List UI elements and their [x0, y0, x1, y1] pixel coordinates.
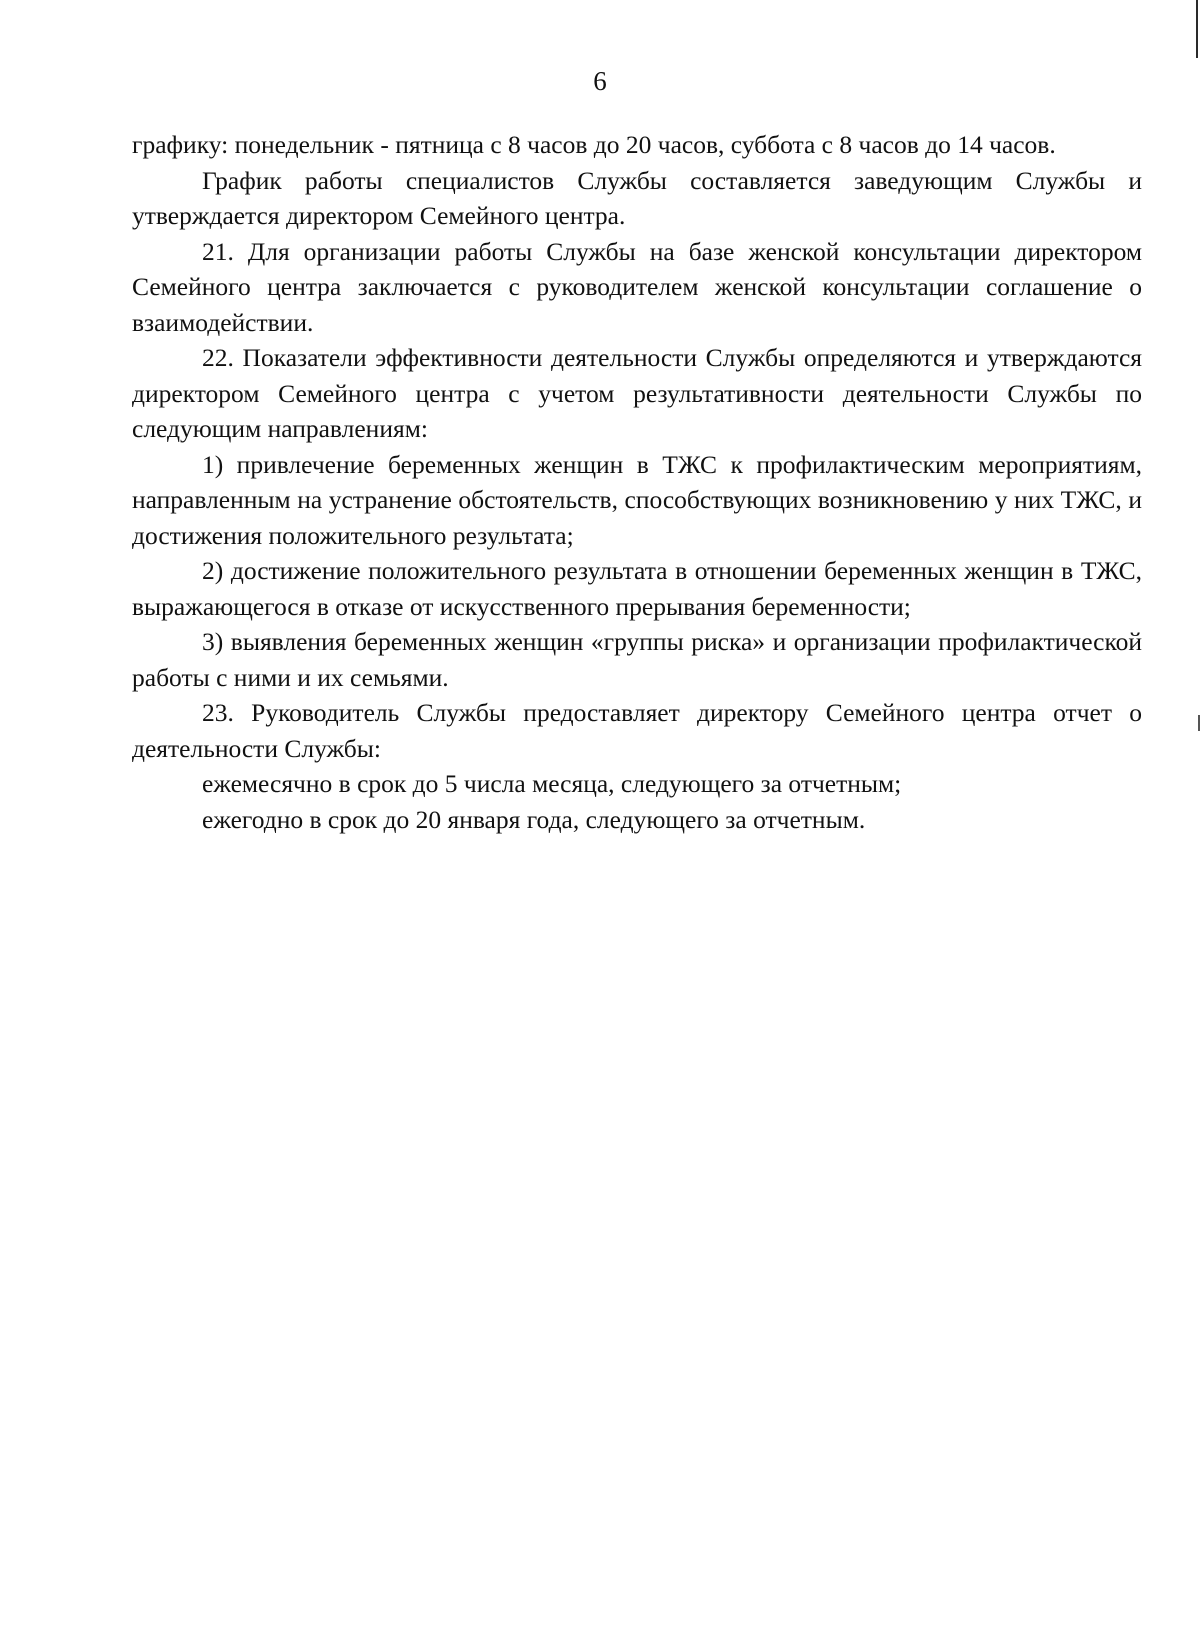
paragraph-subitem-3: 3) выявления беременных женщин «группы риска» и организации профилактической работы с ними и их семьями.: [132, 627, 1142, 692]
paragraph-item-23: 23. Руководитель Службы предоставляет директору Семейного центра отчет о деятельности Службы:: [132, 698, 1142, 763]
document-body: [132, 127, 1142, 837]
scan-edge-mark: [1196, 0, 1198, 58]
paragraph-subitem-1: 1) привлечение беременных женщин в ТЖС к профилактическим мероприятиям, направленным на устранение обстоятельств, способствующих возникновению у них ТЖС, и достижения положительного результата;: [132, 449, 1142, 550]
paragraph-monthly-report: ежемесячно в срок до 5 числа месяца, следующего за отчетным;: [202, 769, 902, 798]
paragraph-staff-schedule: График работы специалистов Службы составляется заведующим Службы и утверждается директором Семейного центра.: [132, 165, 1142, 230]
paragraph-annual-report: ежегодно в срок до 20 января года, следующего за отчетным.: [202, 804, 866, 834]
paragraph-item-21: 21. Для организации работы Службы на базе женской консультации директором Семейного центра заключается с руководителем женской консультации соглашение о взаимодействии.: [132, 236, 1142, 337]
paragraph-subitem-2: 2) достижение положительного результата в отношении беременных женщин в ТЖС, выражающегося в отказе от искусственного прерывания беременности;: [132, 556, 1142, 621]
paragraph-item-22: 22. Показатели эффективности деятельности Службы определяются и утверждаются директором Семейного центра с учетом результативности деятельности Службы по следующим направлениям:: [132, 343, 1142, 443]
page-number: 6: [593, 66, 607, 96]
paragraph-schedule-continuation: графику: понедельник - пятница с 8 часов до 20 часов, суббота с 8 часов до 14 часов.: [132, 130, 1056, 159]
